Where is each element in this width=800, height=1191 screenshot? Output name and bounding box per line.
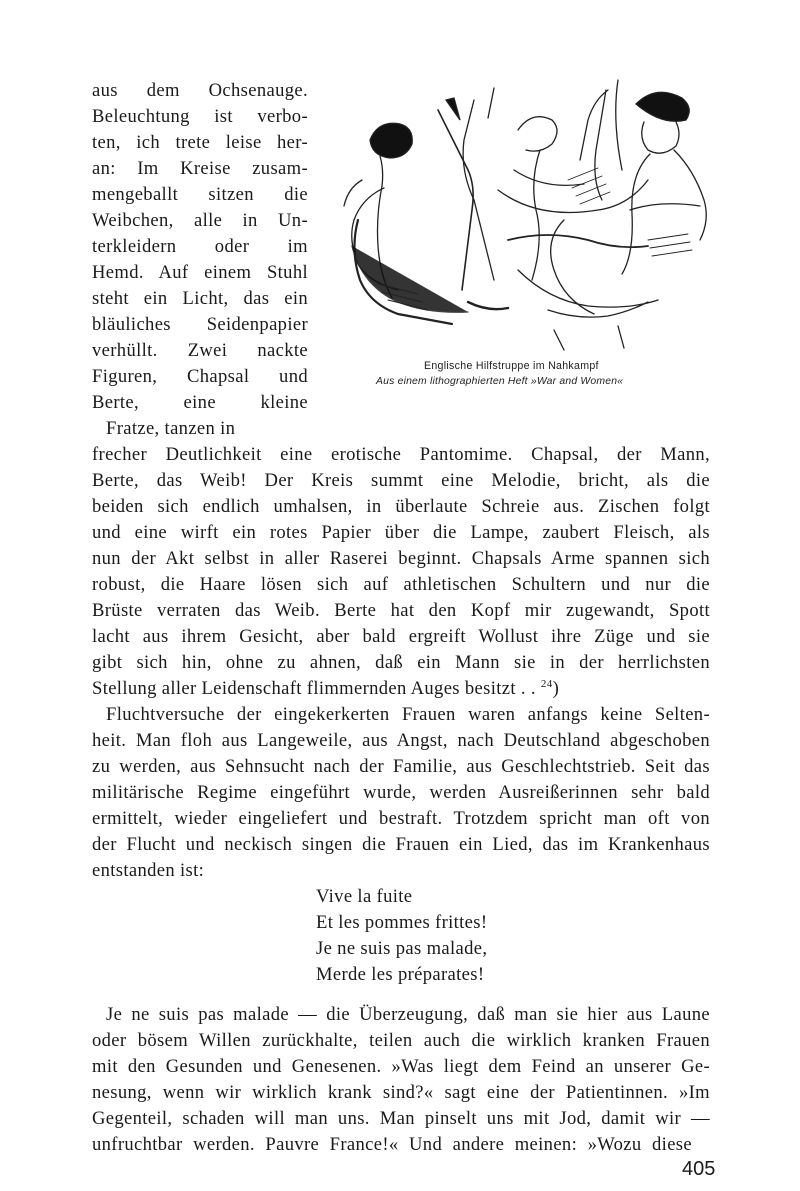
text-line: beiden sich endlich umhalsen, in überlaute Schreie aus. Zischen folgt [92,496,710,517]
text-line: Fluchtversuche der eingekerkerten Frauen waren anfangs keine Selten- [106,704,710,725]
text-line: Weibchen, alle in Un- [92,210,308,231]
closing-parenthesis: ) [552,678,560,699]
text-line: Brüste verraten das Weib. Berte hat den Kopf mir zugewandt, Spott [92,600,710,621]
text-line: an: Im Kreise zusam- [92,158,308,179]
text-line: gibt sich hin, ohne zu ahnen, daß ein Mann sie in der herrlichsten [92,652,710,673]
poem-line: Et les pommes frittes! [316,912,488,933]
poem-line: Vive la fuite [316,886,413,907]
text-line: entstanden ist: [92,860,205,881]
text-line: Berte, das Weib! Der Kreis summt eine Melodie, bricht, als die [92,470,710,491]
text-line: nesung, wenn wir wirklich krank sind?« sagt eine der Patientinnen. »Im [92,1082,710,1103]
text-line: ermittelt, wieder eingeliefert und bestraft. Trotzdem spricht man oft von [92,808,710,829]
illustration-caption-source: Aus einem lithographierten Heft »War and Women« [376,376,624,387]
text-line: heit. Man floh aus Langeweile, aus Angst, nach Deutschland abgeschoben [92,730,710,751]
text-line: unfruchtbar werden. Pauvre France!« Und andere meinen: »Wozu diese [92,1134,692,1155]
text-line: Figuren, Chapsal und [92,366,308,387]
text-line: militärische Regime eingeführt wurde, werden Ausreißerinnen sehr bald [92,782,710,803]
text-line: nun der Akt selbst in aller Raserei beginnt. Chapsals Arme spannen sich [92,548,710,569]
text-line: frecher Deutlichkeit eine erotische Pantomime. Chapsal, der Mann, [92,444,710,465]
text-line [92,676,710,702]
text-line: bläuliches Seidenpapier [92,314,308,335]
text-line: ten, ich trete leise her- [92,132,308,153]
text-line: Berte, eine kleine [92,392,308,413]
text-line: aus dem Ochsenauge. [92,80,308,101]
text-line: Je ne suis pas malade — die Überzeugung, daß man sie hier aus Laune [106,1004,710,1025]
text-line: Gegenteil, schaden will man uns. Man pinselt uns mit Jod, damit wir — [92,1108,710,1129]
text-line: Beleuchtung ist verbo- [92,106,308,127]
poem-line: Je ne suis pas malade, [316,938,488,959]
text-line: der Flucht und neckisch singen die Frauen ein Lied, das im Krankenhaus [92,834,710,855]
page-number: 405 [682,1158,716,1180]
text-line: verhüllt. Zwei nackte [92,340,308,361]
text-line: steht ein Licht, das ein [92,288,308,309]
text-line: lacht aus ihrem Gesicht, aber bald ergreift Wollust ihre Züge und sie [92,626,710,647]
illustration-caption-title: Englische Hilfstruppe im Nahkampf [424,360,599,372]
text-line: und eine wirft ein rotes Papier über die Lampe, zaubert Fleisch, als [92,522,710,543]
text-line-content: Stellung aller Leidenschaft flimmernden Auges besitzt . . [92,678,536,699]
text-line: zu werden, aus Sehnsucht nach der Familie, aus Geschlechtstrieb. Seit das [92,756,710,777]
text-line: oder bösem Willen zurückhalte, teilen auch die wirklich kranken Frauen [92,1030,710,1051]
poem-line: Merde les préparates! [316,964,485,985]
text-line: Fratze, tanzen in [106,418,236,439]
text-line: Hemd. Auf einem Stuhl [92,262,308,283]
text-line: mengeballt sitzen die [92,184,308,205]
text-line: terkleidern oder im [92,236,308,257]
text-line: robust, die Haare lösen sich auf athletischen Schultern und nur die [92,574,710,595]
footnote-reference: 24 [540,678,553,690]
text-line: mit den Gesunden und Genesenen. »Was liegt dem Feind an unserer Ge- [92,1056,710,1077]
lithograph-illustration [318,70,716,360]
